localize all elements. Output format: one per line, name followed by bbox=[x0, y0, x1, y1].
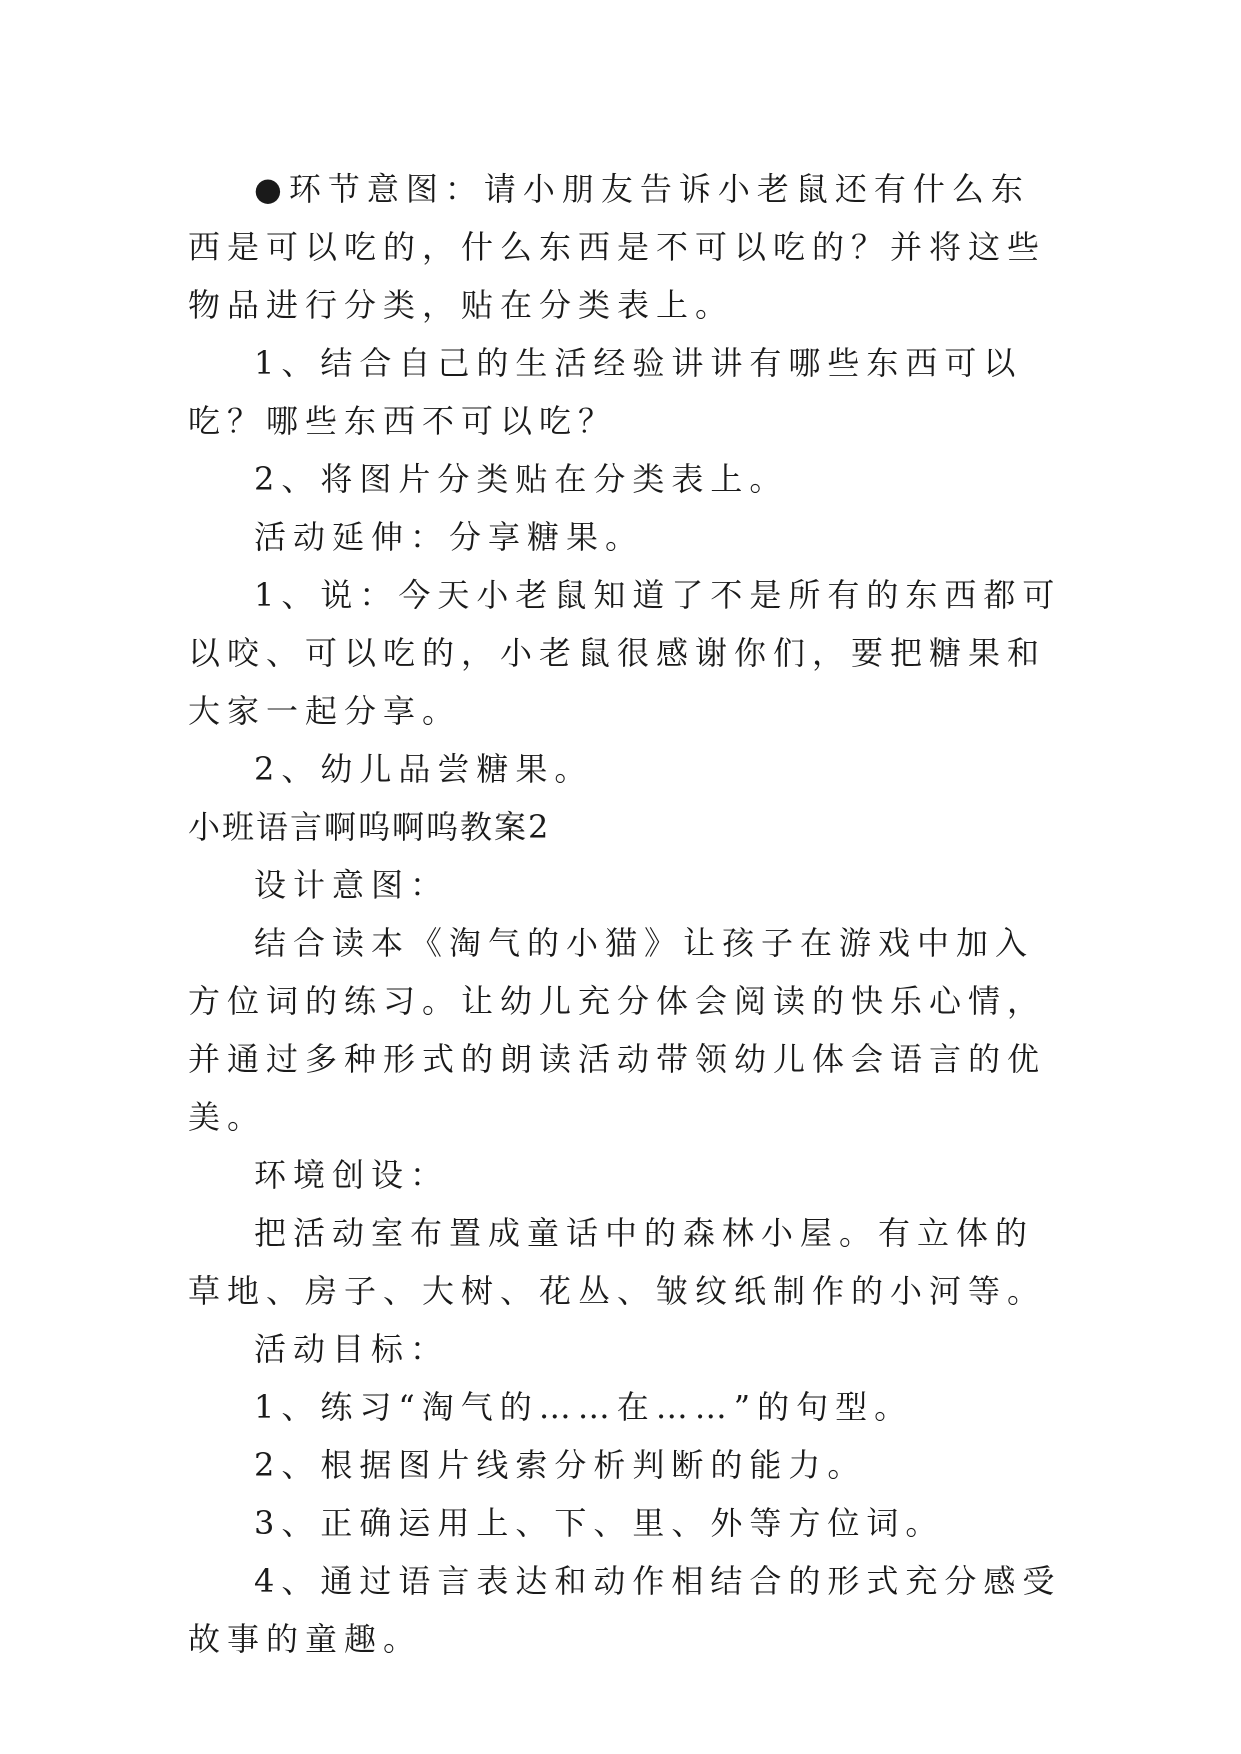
paragraph-extension-step-2: 2、幼儿品尝糖果。 bbox=[254, 750, 594, 788]
heading-environment: 环境创设： bbox=[254, 1156, 450, 1194]
heading-activity-goals: 活动目标： bbox=[254, 1330, 450, 1368]
paragraph-environment: 把活动室布置成童话中的森林小屋。有立体的草地、房子、大树、花丛、皱纹纸制作的小河等。 bbox=[188, 1214, 1047, 1310]
paragraph-section-intent: ●环节意图：请小朋友告诉小老鼠还有什么东西是可以吃的，什么东西是不可以吃的？并将这些物品进行分类，贴在分类表上。 bbox=[188, 170, 1047, 324]
goal-item-1: 1、练习“淘气的……在……”的句型。 bbox=[254, 1388, 914, 1426]
goal-item-2: 2、根据图片线索分析判断的能力。 bbox=[254, 1446, 867, 1484]
paragraph-extension-step-1: 1、说：今天小老鼠知道了不是所有的东西都可以咬、可以吃的，小老鼠很感谢你们，要把糖果和大家一起分享。 bbox=[188, 576, 1062, 730]
lesson-plan-title: 小班语言啊呜啊呜教案2 bbox=[188, 808, 551, 846]
heading-design-intent: 设计意图： bbox=[254, 866, 450, 904]
paragraph-activity-extension: 活动延伸：分享糖果。 bbox=[254, 518, 645, 556]
goal-item-3: 3、正确运用上、下、里、外等方位词。 bbox=[254, 1504, 945, 1542]
paragraph-step-1: 1、结合自己的生活经验讲讲有哪些东西可以吃？哪些东西不可以吃？ bbox=[188, 344, 1023, 440]
paragraph-design-intent: 结合读本《淘气的小猫》让孩子在游戏中加入方位词的练习。让幼儿充分体会阅读的快乐心情，并通过多种形式的朗读活动带领幼儿体会语言的优美。 bbox=[188, 924, 1047, 1136]
paragraph-step-2: 2、将图片分类贴在分类表上。 bbox=[254, 460, 789, 498]
goal-item-4: 4、通过语言表达和动作相结合的形式充分感受故事的童趣。 bbox=[188, 1562, 1062, 1658]
document-body bbox=[188, 160, 1068, 1668]
